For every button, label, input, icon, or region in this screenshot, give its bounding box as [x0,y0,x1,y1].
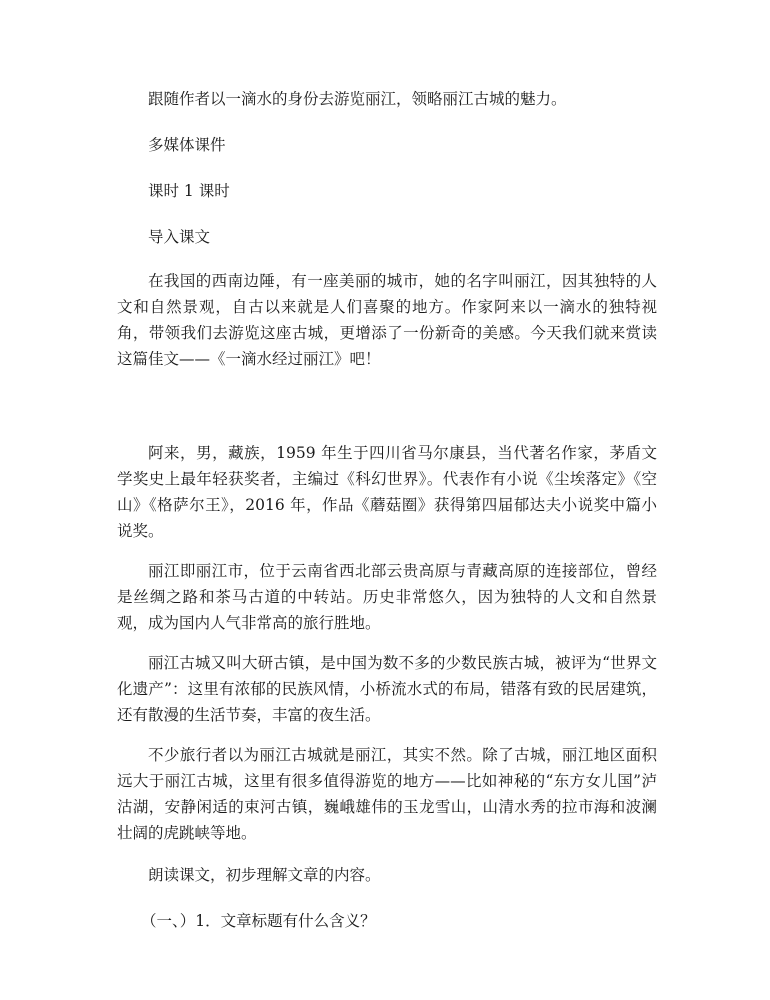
period-line: 课时 1 课时 [148,182,230,200]
question-line: （一、）1．文章标题有什么含义？ [141,912,376,930]
author-paragraph: 阿来，男，藏族，1959 年生于四川省马尔康县，当代著名作家，茅盾文学奖史上最年轻获奖者，主编过《科幻世界》。代表作有小说《尘埃落定》《空山》《格萨尔王》，2016 年，作品《蘑菇圈》获得第四届郁达夫小说奖中篇小说奖。 [117,444,657,540]
lijiang-paragraph: 丽江即丽江市，位于云南省西北部云贵高原与青藏高原的连接部位，曾经是丝绸之路和茶马古道的中转站。历史非常悠久，因为独特的人文和自然景观，成为国内人气非常高的旅行胜地。 [117,562,657,632]
intro-heading: 导入课文 [148,228,211,246]
objective-line: 跟随作者以一滴水的身份去游览丽江，领略丽江古城的魅力。 [148,90,567,108]
region-paragraph: 不少旅行者以为丽江古城就是丽江，其实不然。除了古城，丽江地区面积远大于丽江古城，这里有很多值得游览的地方——比如神秘的“东方女儿国”泸沽湖，安静闲适的束河古镇，巍峨雄伟的玉龙雪山，山清水秀的拉市海和波澜壮阔的虎跳峡等地。 [117,746,657,842]
document-page [117,82,657,938]
reading-task-line: 朗读课文，初步理解文章的内容。 [148,866,381,884]
media-line: 多媒体课件 [148,136,226,154]
intro-paragraph: 在我国的西南边陲，有一座美丽的城市，她的名字叫丽江，因其独特的人文和自然景观，自古以来就是人们喜聚的地方。作家阿来以一滴水的独特视角，带领我们去游览这座古城，更增添了一份新奇的美感。今天我们就来赏读这篇佳文——《一滴水经过丽江》吧！ [117,272,657,368]
oldtown-paragraph: 丽江古城又叫大研古镇，是中国为数不多的少数民族古城，被评为“世界文化遗产”：这里有浓郁的民族风情，小桥流水式的布局，错落有致的民居建筑，还有散漫的生活节奏，丰富的夜生活。 [117,654,657,724]
